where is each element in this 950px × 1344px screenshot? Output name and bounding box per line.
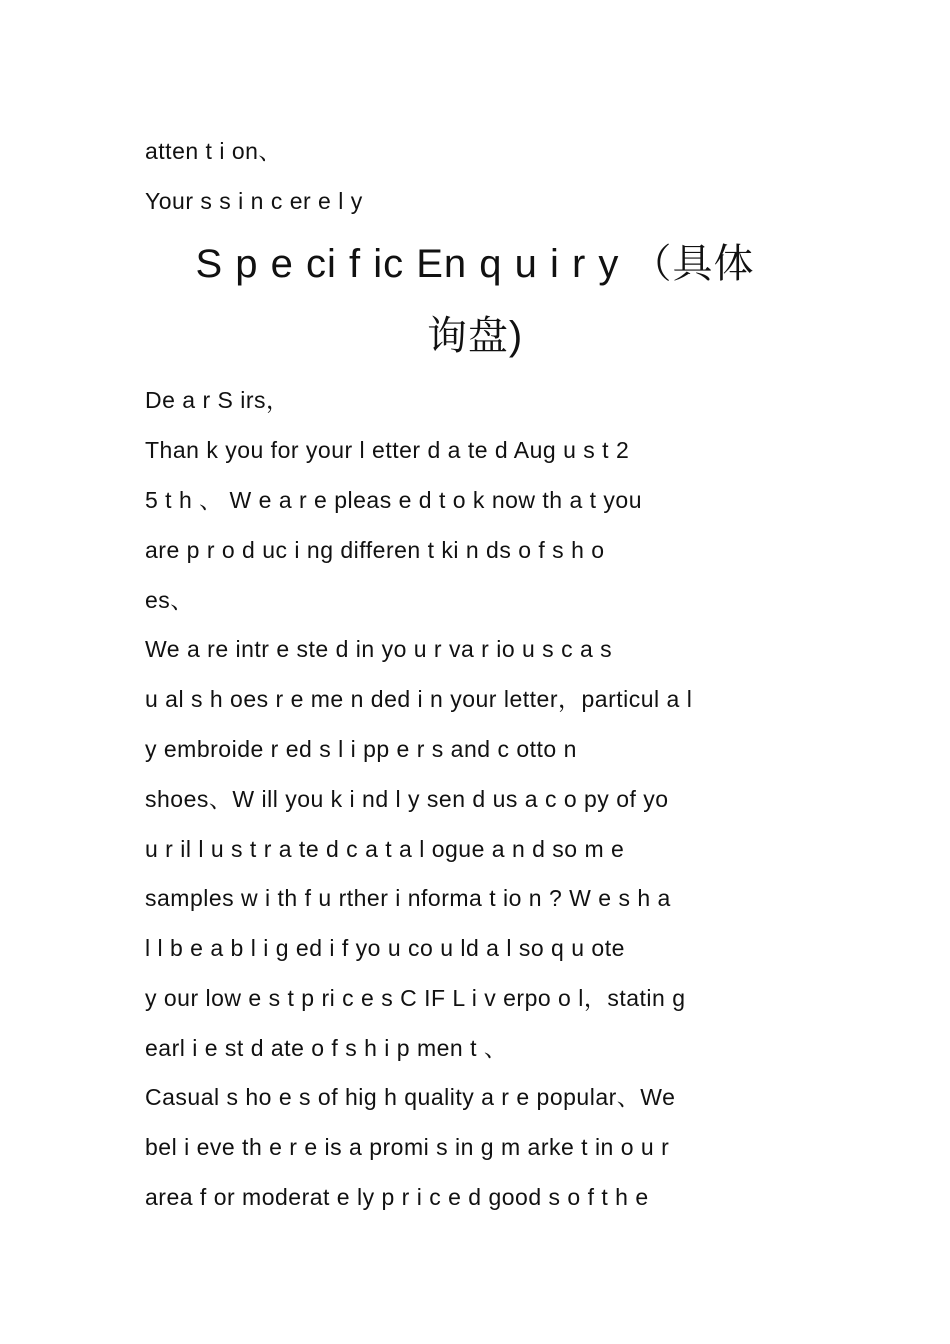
heading-specific-enquiry-cont: 询盘) (426, 314, 524, 358)
body-line: area f or moderat e ly p r i c e d good s o f t h e (145, 1184, 649, 1210)
body-line: l l b e a b l i g ed i f yo u co u ld a l so q u ote (145, 935, 625, 961)
heading-specific-enquiry: S p e ci f ic En q u i r y （具体 (195, 242, 755, 286)
body-line: are p r o d uc i ng differen t ki n ds o f s h o (145, 537, 605, 563)
body-line: es、 (145, 587, 194, 613)
closing-line-attention: atten t i on、 (145, 138, 282, 164)
body-line: u r il l u s t r a te d c a t a l ogue a n d so m e (145, 836, 625, 862)
body-line: Casual s ho e s of hig h quality a r e popular、We (145, 1084, 676, 1110)
closing-line-yours-sincerely: Your s s i n c er e l y (145, 188, 363, 214)
body-line: u al s h oes r e me n ded i n your letter，particul a l (145, 686, 693, 712)
letter-salutation: De a r S irs， (145, 387, 290, 413)
body-line: Than k you for your l etter d a te d Aug u s t 2 (145, 437, 630, 463)
body-line: earl i e st d ate o f s h i p men t 、 (145, 1035, 508, 1061)
body-line: y embroide r ed s l i pp e r s and c otto n (145, 736, 577, 762)
body-line: bel i eve th e r e is a promi s in g m arke t in o u r (145, 1134, 670, 1160)
body-line: 5 t h 、 W e a r e pleas e d t o k now th a t you (145, 487, 643, 513)
body-line: We a re intr e ste d in yo u r va r io u s c a s (145, 636, 613, 662)
body-line: shoes、W ill you k i nd l y sen d us a c o py of yo (145, 786, 669, 812)
body-line: y our low e s t p ri c e s C IF L i v erpo o l，statin g (145, 985, 686, 1011)
body-line: samples w i th f u rther i nforma t io n ? W e s h a (145, 885, 671, 911)
